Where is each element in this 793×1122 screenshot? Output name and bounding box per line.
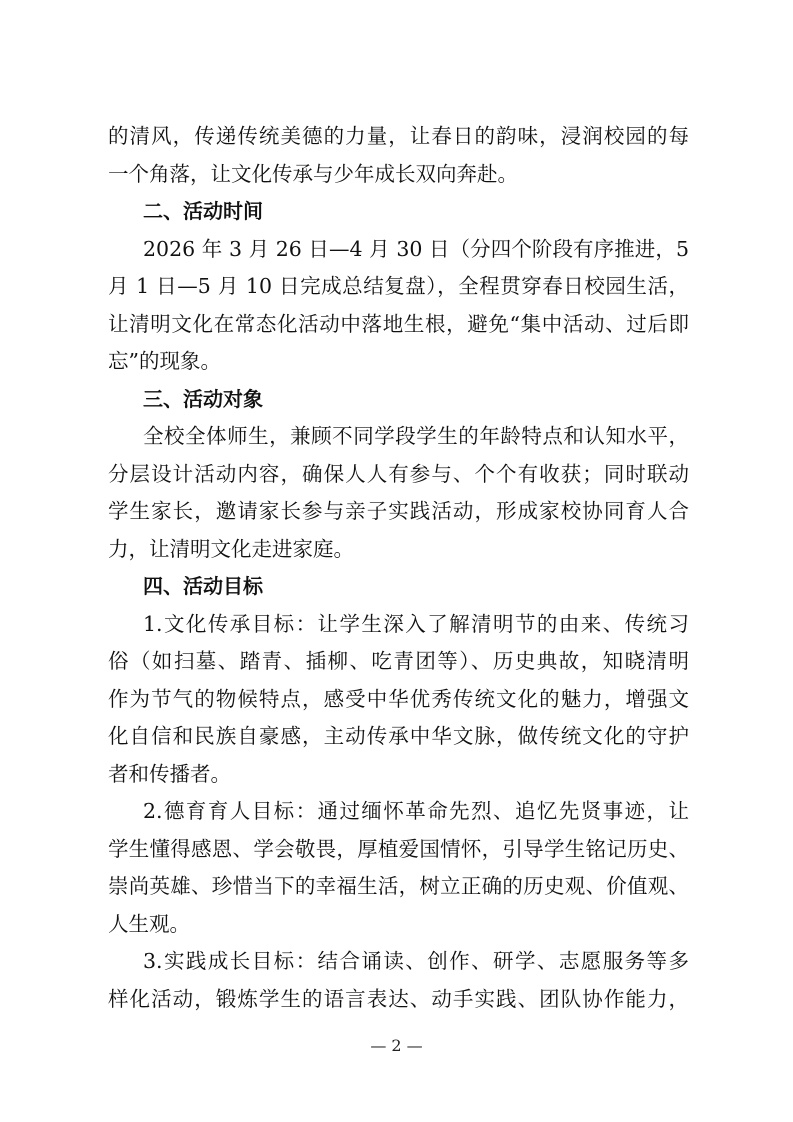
text-line: 1.文化传承目标：让学生深入了解清明节的由来、传统习 bbox=[143, 611, 689, 636]
text-line: 崇尚英雄、珍惜当下的幸福生活，树立正确的历史观、价值观、 bbox=[108, 874, 689, 898]
text-line: 化自信和民族自豪感，主动传承中华文脉，做传统文化的守护 bbox=[108, 724, 689, 748]
section-heading: 三、活动对象 bbox=[143, 386, 263, 411]
text-line: 的清风，传递传统美德的力量，让春日的韵味，浸润校园的每 bbox=[108, 124, 689, 148]
text-line: 人生观。 bbox=[108, 911, 190, 936]
text-line: 3.实践成长目标：结合诵读、创作、研学、志愿服务等多 bbox=[143, 949, 689, 973]
text-line: 忘”的现象。 bbox=[108, 349, 221, 373]
text-line: 力，让清明文化走进家庭。 bbox=[108, 536, 354, 561]
document-body bbox=[108, 118, 689, 1018]
text-line: 分层设计活动内容，确保人人有参与、个个有收获；同时联动 bbox=[108, 461, 689, 486]
text-line: 一个角落，让文化传承与少年成长双向奔赴。 bbox=[108, 161, 518, 186]
section-heading: 四、活动目标 bbox=[143, 574, 263, 598]
page-number: — 2 — bbox=[370, 1036, 423, 1055]
text-line: 样化活动，锻炼学生的语言表达、动手实践、团队协作能力， bbox=[108, 986, 689, 1011]
text-line: 学生懂得感恩、学会敬畏，厚植爱国情怀，引导学生铭记历史、 bbox=[108, 836, 689, 861]
text-line: 作为节气的物候特点，感受中华优秀传统文化的魅力，增强文 bbox=[108, 686, 689, 711]
text-line: 者和传播者。 bbox=[108, 761, 231, 786]
text-line: 学生家长，邀请家长参与亲子实践活动，形成家校协同育人合 bbox=[108, 499, 689, 523]
text-line: 俗（如扫墓、踏青、插柳、吃青团等）、历史典故，知晓清明 bbox=[108, 649, 689, 673]
text-line: 2.德育育人目标：通过缅怀革命先烈、追忆先贤事迹，让 bbox=[143, 799, 689, 823]
text-line: 让清明文化在常态化活动中落地生根，避免“集中活动、过后即 bbox=[108, 311, 689, 336]
text-line: 2026 年 3 月 26 日—4 月 30 日（分四个阶段有序推进，5 bbox=[143, 236, 689, 261]
text-line: 月 1 日—5 月 10 日完成总结复盘），全程贯穿春日校园生活， bbox=[108, 274, 689, 298]
text-line: 全校全体师生，兼顾不同学段学生的年龄特点和认知水平， bbox=[143, 424, 689, 448]
section-heading: 二、活动时间 bbox=[143, 199, 263, 223]
